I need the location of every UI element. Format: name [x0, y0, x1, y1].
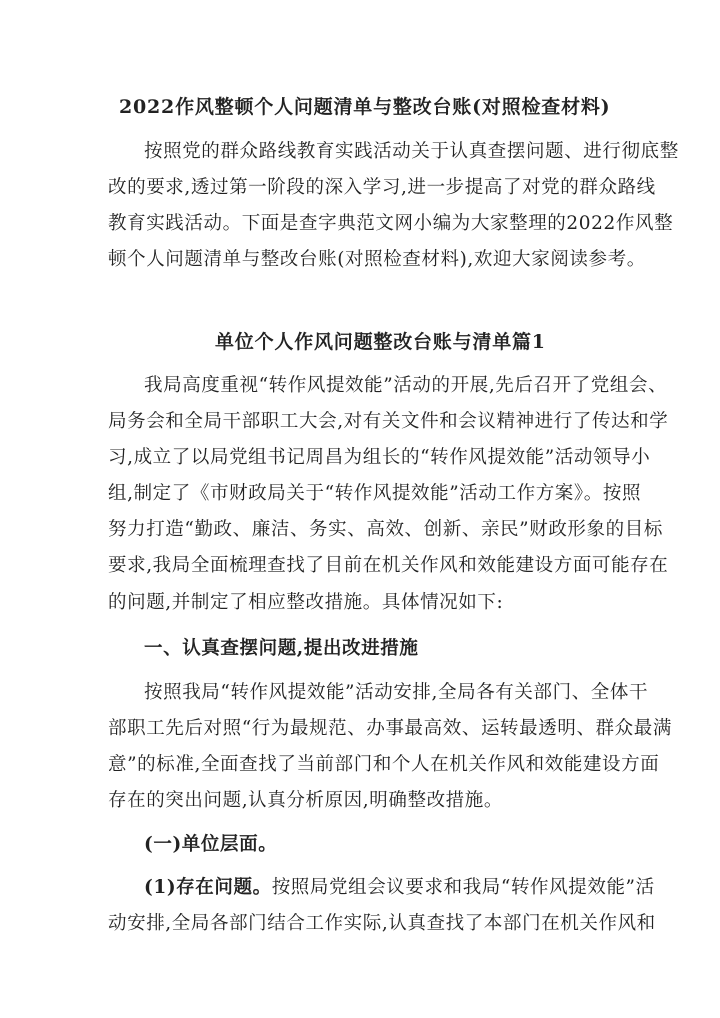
paragraph-line: 努力打造“勤政、廉洁、务实、高效、创新、亲民”财政形象的目标	[108, 519, 663, 540]
paragraph-line: 动安排,全局各部门结合工作实际,认真查找了本部门在机关作风和	[108, 913, 656, 934]
paragraph-line: 习,成立了以局党组书记周昌为组长的“转作风提效能”活动领导小	[108, 447, 651, 468]
document-title: 2022作风整顿个人问题清单与整改台账(对照检查材料)	[119, 96, 611, 118]
paragraph-line: 的问题,并制定了相应整改措施。具体情况如下:	[108, 592, 504, 613]
paragraph-line: 存在的突出问题,认真分析原因,明确整改措施。	[108, 790, 503, 811]
heading-1: 一、认真查摆问题,提出改进措施	[144, 638, 419, 659]
heading-2: (一)单位层面。	[144, 834, 278, 855]
paragraph-line: 组,制定了《市财政局关于“转作风提效能”活动工作方案》。按照	[108, 483, 642, 504]
paragraph-line: 局务会和全局干部职工大会,对有关文件和会议精神进行了传达和学	[108, 411, 669, 432]
paragraph-line: 按照我局“转作风提效能”活动安排,全局各有关部门、全体干	[144, 682, 649, 703]
paragraph-lead: (1)存在问题。	[144, 877, 272, 898]
intro-line: 顿个人问题清单与整改台账(对照检查材料),欢迎大家阅读参考。	[108, 249, 646, 270]
intro-line: 教育实践活动。下面是查字典范文网小编为大家整理的2022作风整	[108, 213, 674, 234]
paragraph-line: 要求,我局全面梳理查找了目前在机关作风和效能建设方面可能存在	[108, 555, 669, 576]
intro-line: 改的要求,透过第一阶段的深入学习,进一步提高了对党的群众路线	[108, 177, 656, 198]
paragraph-line: 部职工先后对照“行为最规范、办事最高效、运转最透明、群众最满	[108, 718, 672, 739]
section-title: 单位个人作风问题整改台账与清单篇1	[215, 331, 546, 353]
paragraph-text: 按照局党组会议要求和我局“转作风提效能”活	[271, 877, 655, 898]
intro-line: 按照党的群众路线教育实践活动关于认真查摆问题、进行彻底整	[144, 141, 679, 162]
paragraph-line: 意”的标准,全面查找了当前部门和个人在机关作风和效能建设方面	[108, 754, 660, 775]
paragraph-line: 我局高度重视“转作风提效能”活动的开展,先后召开了党组会、	[144, 375, 668, 396]
paragraph-line	[144, 876, 655, 900]
